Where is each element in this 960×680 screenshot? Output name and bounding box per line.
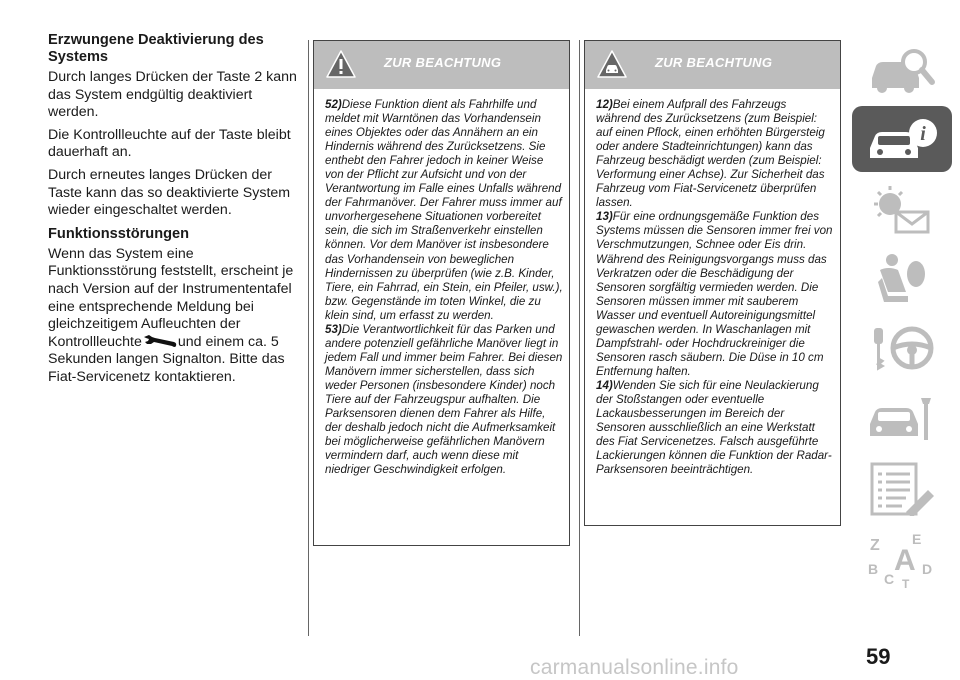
- key-steering-wheel-icon: [866, 322, 938, 376]
- note-text: Wenden Sie sich für eine Neulackierung der Stoßstangen oder eventuelle Lackausbesserungen im Bereich der Sensoren ausschließlich an eine Werkstatt des Fiat Servicenetzes. Falsch ausgeführte Lackierungen können die Funktion der Radar-Parksensoren beeinträchtigen.: [596, 378, 832, 477]
- checklist-icon: [866, 462, 938, 516]
- footer-watermark: carmanualsonline.info: [530, 656, 739, 679]
- car-warning-triangle-icon: [597, 50, 627, 78]
- note-number: 52): [325, 98, 342, 111]
- left-column: [48, 32, 298, 392]
- light-envelope-icon: [866, 182, 938, 236]
- note-text: Diese Funktion dient als Fahrhilfe und meldet mit Warntönen das Vorhandensein eines Objektes oder das Annähern an ein Hindernis während des Zurücksetzens. Sie enthebt den Fahrer jedoch in keiner Weise von der Pflicht zur Aufsicht und von der Verantwortung im Falle eines Unfalls während der Fahrmanöver. Der Fahrer muss immer auf unvorhergesehene Situationen vorbereitet sein, die sich im Straßenverkehr einstellen können. Vor dem Manöver ist insbesondere das Vorhandensein von beweglichen Hindernissen zu überprüfen (wie z.B. Kinder, Tiere, ein Fahrrad, ein Stein, ein Pfeiler, usw.), bzw. Gegenstände im toten Winkel, die zu klein sind, um erfasst zu werden.: [325, 98, 563, 322]
- warning-box-1: [313, 40, 570, 546]
- car-tools-icon: [866, 392, 938, 446]
- section-heading-deactivation: Erzwungene Deaktivierung des Systems: [48, 32, 264, 65]
- note-text: Für eine ordnungsgemäße Funktion des Systems müssen die Sensoren immer frei von Verschmutzungen, Schnee oder Eis drin. Während des Reinigungsvorgangs muss das Verkratzen oder die Beschädigung der Sensoren sorgfältig vermieden werden. Die Sensoren müssen immer mit sauberem Wasser und eventuell Autoreinigungsmittel gewaschen werden. In Waschanlagen mit Dampfstrahl- oder Hochdruckreiniger die Sensoren rasch säubern. Die Düse in 10 cm Entfernung halten.: [596, 210, 833, 378]
- tab-car-info[interactable]: [852, 106, 952, 172]
- tab-starting-driving[interactable]: [852, 316, 952, 382]
- note-number: 12): [596, 98, 613, 111]
- note: [325, 98, 563, 323]
- chapter-tabs: [852, 36, 960, 596]
- paragraph-malfunction: [48, 246, 298, 387]
- tab-index[interactable]: [852, 526, 952, 592]
- note: [596, 98, 834, 210]
- car-magnifier-icon: [866, 42, 938, 96]
- note-number: 14): [596, 378, 613, 392]
- index-letter: A: [894, 544, 916, 577]
- warning-box-header: [585, 41, 840, 89]
- seat-airbag-icon: [866, 252, 938, 306]
- page-number: 59: [866, 644, 891, 669]
- index-letter: C: [884, 571, 895, 587]
- tab-lights-messages[interactable]: [852, 176, 952, 242]
- note-text: Bei einem Aufprall des Fahrzeugs während des Zurücksetzens (zum Beispiel: auf einen Pflock, einen erhöhten Bürgersteig oder andere Stadteinrichtungen) kann das Fahrzeug beschädigt werden (zum Beispiel: Verformung einer Achse). Zur Sicherheit das Fahrzeug vom Fiat-Servicenetz überprüfen lassen.: [596, 98, 825, 210]
- paragraph-text: Wenn das System eine Funktionsstörung feststellt, erscheint je nach Version auf der Instrumententafel eine entsprechende Meldung bei gleichzeitigem Aufleuchten der Kontrollleuchte: [48, 245, 294, 350]
- tab-car-knowledge[interactable]: [852, 36, 952, 102]
- paragraph: Durch langes Drücken der Taste 2 kann das System endgültig deaktiviert werden.: [48, 69, 297, 121]
- svg-text:i: i: [920, 123, 926, 145]
- column-divider: [579, 40, 580, 636]
- section-heading-malfunctions: Funktionsstörungen: [48, 225, 190, 242]
- warning-box-title: ZUR BEACHTUNG: [655, 55, 773, 70]
- alphabet-index-icon: [866, 532, 938, 588]
- column-divider: [308, 40, 309, 636]
- paragraph: Durch erneutes langes Drücken der Taste kann das so deaktivierte System wieder eingeschaltet werden.: [48, 166, 291, 219]
- tab-maintenance[interactable]: [852, 386, 952, 452]
- warning-box-header: [314, 41, 569, 89]
- warning-box-body: [585, 89, 840, 477]
- note: [596, 210, 834, 379]
- note: [596, 379, 834, 477]
- note-number: 53): [325, 322, 342, 336]
- wrench-icon: [142, 334, 178, 348]
- warning-triangle-icon: [326, 50, 356, 78]
- note-text: Die Verantwortlichkeit für das Parken und andere potenziell gefährliche Manöver liegt in jedem Fall und immer beim Fahrer. Bei diesen Manövern immer sicherstellen, dass sich weder Personen (insbesondere Kinder) noch Tiere auf der Fahrzeugspur aufhalten. Die Parksensoren dienen dem Fahrer als Hilfe, der deshalb jedoch nicht die Aufmerksamkeit bei möglicherweise gefährlichen Manövern vermindern darf, auch wenn diese mit niedriger Geschwindigkeit erfolgen.: [325, 322, 563, 477]
- note-number: 13): [596, 210, 613, 224]
- paragraph-text: und einem ca. 5 Sekunden langen Signalton. Bitte das Fiat-Servicenetz kontaktieren.: [48, 333, 285, 385]
- warning-box-title: ZUR BEACHTUNG: [384, 55, 502, 70]
- index-letter: E: [912, 532, 922, 547]
- warning-box-body: [314, 89, 569, 477]
- car-info-icon: [866, 112, 938, 166]
- index-letter: B: [868, 561, 879, 577]
- warning-box-2: [584, 40, 841, 526]
- index-letter: D: [922, 561, 933, 577]
- paragraph: Die Kontrollleuchte auf der Taste bleibt dauerhaft an.: [48, 126, 291, 161]
- index-letter: Z: [870, 537, 880, 554]
- tab-technical-data[interactable]: [852, 456, 952, 522]
- tab-safety[interactable]: [852, 246, 952, 312]
- note: [325, 323, 563, 478]
- index-letter: T: [902, 577, 910, 588]
